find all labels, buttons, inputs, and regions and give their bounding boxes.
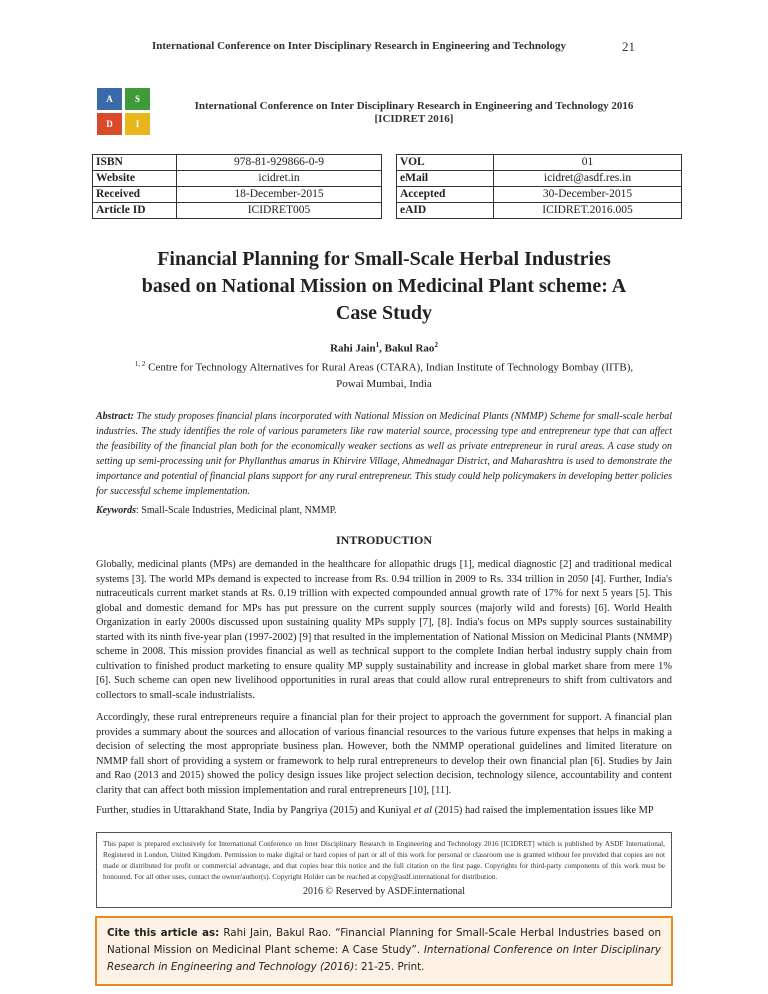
keywords-label: Keywords: [96, 505, 136, 516]
affiliation-text: Centre for Technology Alternatives for Rural Areas (CTARA), Indian Institute of Technology Bombay (IITB), Powai Mumbai, India: [148, 361, 634, 390]
copyright-reserved: 2016 © Reserved by ASDF.international: [302, 886, 466, 897]
section-heading: INTRODUCTION: [335, 533, 432, 547]
abstract-label: Abstract:: [96, 411, 134, 422]
cite-journal: International Conference on Inter Disciplinary Research in Engineering and Technology (2016): [107, 944, 661, 973]
table-row: [93, 171, 382, 187]
abstract-text: The study proposes financial plans incorporated with National Mission on Medicinal Plants (NMMP) Scheme for small-scale herbal industries. The study identifies the role of various parameters like raw material source, processing type and entrepreneur type that can affect the feasibility of the financial plan both for the economically weaker sections as well as private entrepreneur in rural areas. A case study on setting up semi-processing unit for Phyllanthus amarus in Khirvire Village, Ahmednagar District, and Maharashtra is used to demonstrate the importance and potential of financial plans support for any rural entrepreneur. This study could help policymakers in developing better policies for successful scheme implementation.: [96, 411, 673, 497]
table-row: [397, 155, 682, 171]
meta-key: Website: [93, 171, 177, 187]
paper-title-line: based on National Mission on Medicinal Plant scheme: A: [141, 275, 627, 297]
copyright-box: [96, 832, 672, 908]
meta-key: Received: [93, 187, 177, 203]
paper-title-line: Case Study: [335, 302, 433, 324]
logo-cell-d: D: [97, 113, 122, 135]
meta-key: Accepted: [397, 187, 494, 203]
meta-value: ICIDRET005: [177, 203, 382, 219]
logo-cell-i: I: [125, 113, 150, 135]
author-sup: 2: [434, 341, 438, 349]
conference-heading: [190, 100, 638, 126]
table-row: [397, 187, 682, 203]
meta-value: ICIDRET.2016.005: [494, 203, 682, 219]
meta-table-right: [396, 154, 682, 219]
meta-key: eAID: [397, 203, 494, 219]
paper-title: [90, 246, 678, 327]
author-separator: ,: [379, 342, 385, 355]
paragraph: Accordingly, these rural entrepreneurs require a financial plan for their project to approach the government for support. A financial plan provides a summary about the sources and allocation of various financial resources to the various future expenses that helps in making a decision of selecting the most appropriate business plan. However, both the NMMP operational guidelines and limited literature on NMMP fall short of providing a system or framework to help rural entrepreneurs to develop their own financial plan [6]. Studies by Jain and Rao (2013 and 2015) showed the policy design issues like project selection decision, technology silence, accountability and content clarity that can affect both mission implementation and rural entrepreneurs [10], [11].: [96, 712, 672, 796]
author-name: Bakul Rao: [384, 342, 435, 355]
table-row: [397, 203, 682, 219]
paragraph-text: Further, studies in Uttarakhand State, India by Pangriya (2015) and Kuniyal: [96, 805, 414, 816]
logo-cell-a: A: [97, 88, 122, 110]
citation-box: [95, 916, 673, 986]
paragraph: [96, 804, 672, 819]
table-row: [93, 203, 382, 219]
table-row: [93, 155, 382, 171]
meta-value: 01: [494, 155, 682, 171]
cite-pages: : 21-25. Print.: [354, 961, 425, 973]
author-name: Rahi Jain: [330, 342, 376, 355]
keywords: [96, 505, 672, 516]
conference-short: [ICIDRET 2016]: [374, 113, 454, 125]
cite-label: Cite this article as:: [107, 927, 220, 939]
meta-key: ISBN: [93, 155, 177, 171]
meta-value: 978-81-929866-0-9: [177, 155, 382, 171]
meta-value: icidret.in: [177, 171, 382, 187]
meta-key: eMail: [397, 171, 494, 187]
cite-text: Rahi Jain, Bakul Rao. “Financial Planning for Small-Scale Herbal Industries based on National Mission on Medicinal Plant scheme: A Case Study”.: [107, 927, 661, 956]
paragraph: Globally, medicinal plants (MPs) are demanded in the healthcare for allopathic drugs [1], medical diagnostic [2] and traditional medical systems [3]. The world MPs demand is expected to increase from Rs. 0.94 trillion in 2009 to Rs. 334 trillion in 2050 [4]. Further, India's nutraceuticals current market stands at Rs. 0.19 trillion with expected compounded annual growth rate of 17% for next 5 years [5]. This global and domestic demand for MPs has put pressure on the current supply sources (majorly wild and forests) [6]. World Health Organization in early 2000s discussed upon sustaining quality MPs supply [7], [8]. India's focus on MPs supply sources sustainability started with its ninth five-year plan (1997-2002) [9] that resulted in the implementation of National Mission on Medicinal Plants (NMMP) scheme in 2008. This mission provides financial as well as technical support to the complete Indian herbal industry supply chain from cultivation to finished product marketing to ensure quality MP supply sustainability and increase in global market share from mere 1% [6]. Such scheme can open new livelihood opportunities in rural areas that could allow rural entrepreneurs to shift from cultivators and collectors to small-scale industrialists.: [96, 559, 672, 701]
authors: [90, 341, 678, 355]
conference-title: International Conference on Inter Disciplinary Research in Engineering and Technology 2016: [194, 100, 634, 112]
affiliation: [120, 356, 648, 392]
meta-value: icidret@asdf.res.in: [494, 171, 682, 187]
meta-value: 18-December-2015: [177, 187, 382, 203]
running-title: International Conference on Inter Disciplinary Research in Engineering and Technology: [152, 40, 567, 52]
table-row: [397, 171, 682, 187]
paragraph-text: et al: [413, 805, 433, 816]
meta-key: VOL: [397, 155, 494, 171]
keywords-text: : Small-Scale Industries, Medicinal plant, NMMP.: [136, 505, 337, 516]
meta-key: Article ID: [93, 203, 177, 219]
page-number: 21: [622, 39, 635, 54]
paper-title-line: Financial Planning for Small-Scale Herbal Industries: [157, 248, 611, 270]
meta-value: 30-December-2015: [494, 187, 682, 203]
table-row: [93, 187, 382, 203]
abstract: [96, 409, 672, 499]
asdf-logo: [97, 88, 151, 135]
copyright-text: This paper is prepared exclusively for International Conference on Inter Disciplinary Research in Engineering and Technology 2016 [ICIDRET] which is published by ASDF International, Registered in London, United Kingdom. Permission to make digital or hard copies of part or all of this work for personal or classroom use is granted without fee provided that copies are not made or distributed for profit or commercial advantage, and that copies bear this notice and the full citation on the first page. Copyrights for third-party components of this work must be honoured. For all other uses, contact the owner/author(s). Copyright Holder can be reached at copy@asdf.international for distribution.: [103, 839, 665, 881]
meta-table-left: [92, 154, 382, 219]
logo-cell-s: S: [125, 88, 150, 110]
author-sup: 1: [375, 341, 380, 349]
paragraph-text: (2015) had raised the implementation issues like MP: [432, 805, 654, 816]
affil-sup: 1, 2: [134, 360, 146, 368]
